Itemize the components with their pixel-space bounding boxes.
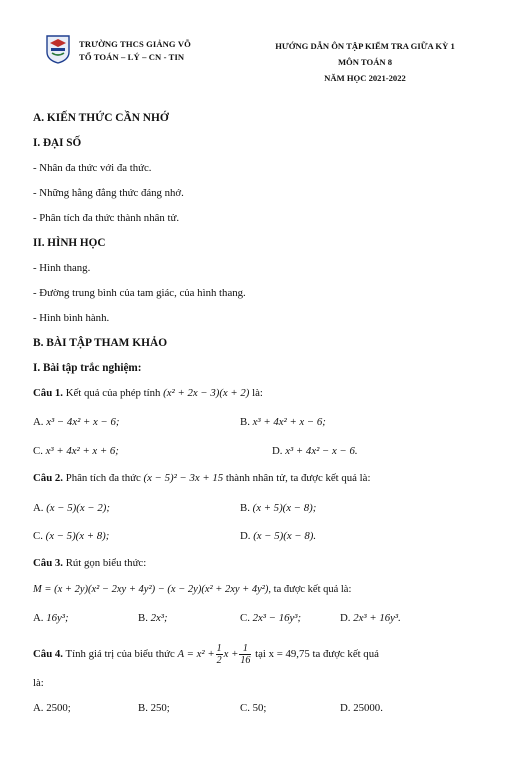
question-tail: thành nhân tử, ta được kết quả là: <box>225 472 371 484</box>
option-c: C. 2x³ − 16y³; <box>240 612 302 624</box>
title-line-3: NĂM HỌC 2021-2022 <box>324 73 406 83</box>
section-b-heading: B. BÀI TẬP THAM KHẢO <box>33 337 168 349</box>
option-d: D. 2x³ + 16y³. <box>340 612 401 624</box>
geometry-item: - Hình thang. <box>33 262 91 274</box>
school-info <box>79 38 191 64</box>
option-d: D. 25000. <box>340 702 383 714</box>
option-b: B. (x + 5)(x − 8); <box>240 502 317 514</box>
question-tail: , ta được kết quả là: <box>268 584 352 595</box>
question-expression: M = (x + 2y)(x² − 2xy + 4y²) − (x − 2y)(x² + 2xy + 4y²) <box>33 584 269 595</box>
expression-part: x + <box>223 647 239 660</box>
question-text: Tính giá trị của biểu thức <box>65 647 175 660</box>
option-d: D. x³ + 4x² − x − 6. <box>272 445 358 457</box>
option-d: D. (x − 5)(x − 8). <box>240 530 317 542</box>
question-text: Kết quả của phép tính <box>65 387 161 399</box>
question-expression: (x − 5)² − 3x + 15 <box>143 472 224 484</box>
algebra-item: - Phân tích đa thức thành nhân tử. <box>33 212 180 224</box>
option-a: A. x³ − 4x² + x − 6; <box>33 416 120 428</box>
question-tail: là: <box>252 387 263 399</box>
title-line-2: MÔN TOÁN 8 <box>337 57 393 67</box>
question-2 <box>33 472 370 484</box>
option-c: C. 50; <box>240 702 267 714</box>
school-logo <box>45 34 71 64</box>
question-3-expression-line <box>33 584 351 595</box>
question-3 <box>33 557 146 569</box>
fraction-one-half: $\frac{1}{2}$ <box>216 643 222 666</box>
document-title <box>240 38 490 86</box>
question-label: Câu 1. <box>33 387 63 399</box>
option-c: C. x³ + 4x² + x + 6; <box>33 445 119 457</box>
geometry-item: - Hình bình hành. <box>33 312 110 324</box>
question-label: Câu 4. <box>33 647 63 660</box>
question-text: Phân tích đa thức <box>65 472 141 484</box>
title-line-1: HƯỚNG DẪN ÔN TẬP KIỂM TRA GIỮA KỲ 1 <box>275 41 455 51</box>
question-4-tail: là: <box>33 677 44 689</box>
question-4 <box>33 643 379 666</box>
option-a: A. 16y³; <box>33 612 69 624</box>
algebra-item: - Những hằng đẳng thức đáng nhớ. <box>33 187 184 199</box>
geometry-heading: II. HÌNH HỌC <box>33 237 106 249</box>
expression-part: A = x² + <box>177 647 215 660</box>
question-label: Câu 3. <box>33 557 63 569</box>
school-name: TRƯỜNG THCS GIẢNG VÕ <box>79 39 191 49</box>
department-name: TỔ TOÁN – LÝ – CN - TIN <box>79 52 185 62</box>
question-tail: tại x = 49,75 ta được kết quả <box>255 647 379 660</box>
multiple-choice-heading: I. Bài tập trắc nghiệm: <box>33 362 142 374</box>
option-c: C. (x − 5)(x + 8); <box>33 530 110 542</box>
fraction-one-sixteenth: $\frac{1}{16}$ <box>240 643 251 666</box>
question-label: Câu 2. <box>33 472 63 484</box>
algebra-item: - Nhân đa thức với đa thức. <box>33 162 152 174</box>
option-b: B. 250; <box>138 702 170 714</box>
option-a: A. 2500; <box>33 702 71 714</box>
option-b: B. 2x³; <box>138 612 168 624</box>
question-text: Rút gọn biểu thức: <box>65 557 147 569</box>
algebra-heading: I. ĐẠI SỐ <box>33 137 82 149</box>
question-1 <box>33 387 263 399</box>
option-a: A. (x − 5)(x − 2); <box>33 502 110 514</box>
question-expression: (x² + 2x − 3)(x + 2) <box>163 387 250 399</box>
option-b: B. x³ + 4x² + x − 6; <box>240 416 326 428</box>
geometry-item: - Đường trung bình của tam giác, của hình thang. <box>33 287 246 299</box>
section-a-heading: A. KIẾN THỨC CẦN NHỚ <box>33 112 169 124</box>
